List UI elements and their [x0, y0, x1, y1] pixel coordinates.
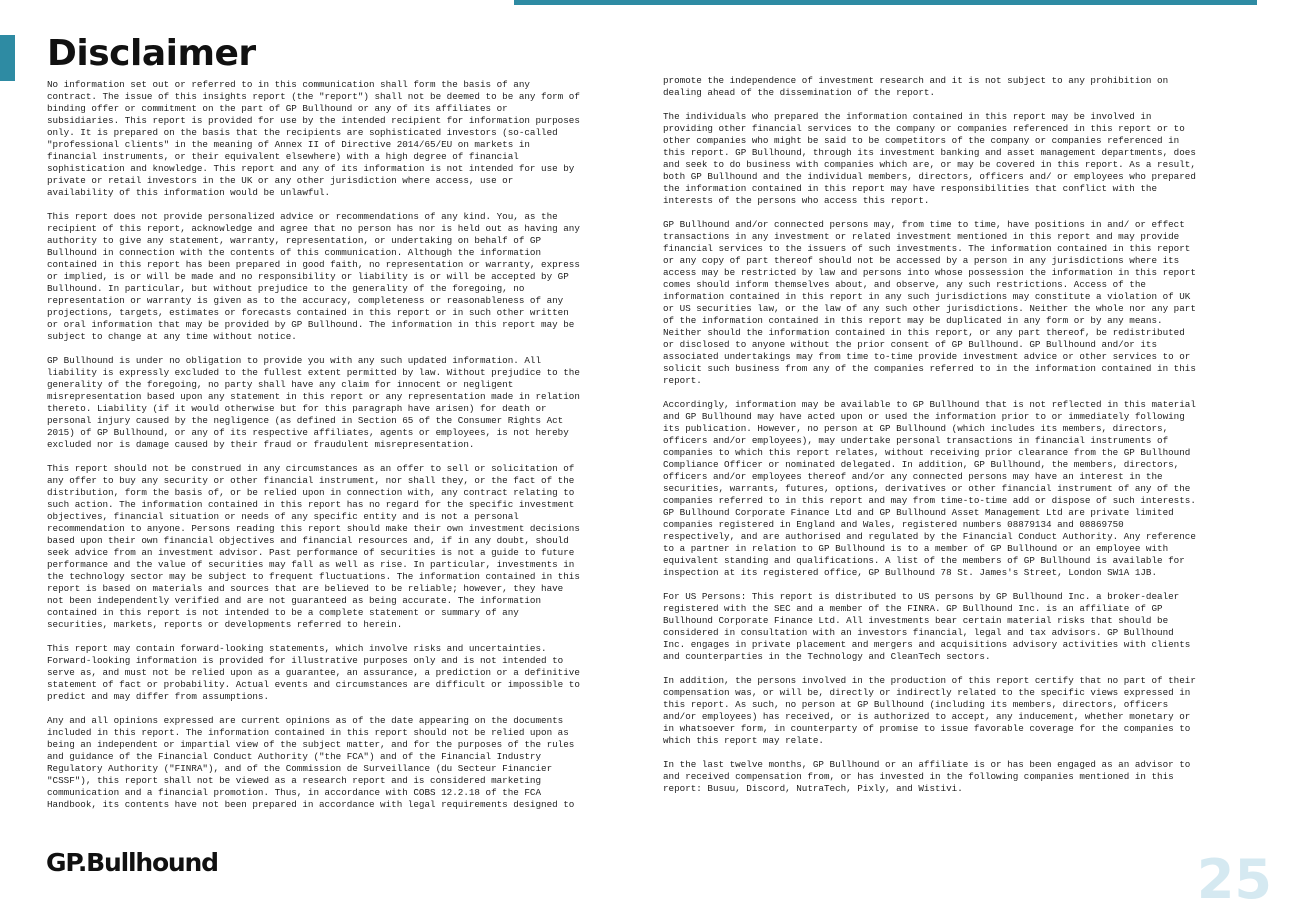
disclaimer-paragraph: No information set out or referred to in this communication shall form the basis of any contract. The issue of this insights report (the "report") shall not be deemed to be any form of binding offer or commitment on the part of GP Bullhound or any of its affiliates or subsidiaries. This report is provided for use by the intended recipient for information purposes only. It is prepared on the basis that the recipients are sophisticated investors (so-called "professional clients" in the meaning of Annex II of Directive 2014/65/EU on markets in financial instruments, or their equivalent elsewhere) with a high degree of financial sophistication and knowledge. This report and any of its information is not intended for use by private or retail investors in the UK or any other jurisdiction where access, use or availability of this information would be unlawful. — [47, 79, 580, 198]
disclaimer-paragraph: promote the independence of investment research and it is not subject to any prohibition on dealing ahead of the dissemination of the report. — [663, 75, 1169, 98]
disclaimer-paragraph: In the last twelve months, GP Bullhound or an affiliate is or has been engaged as an advisor to and received compensation from, or has invested in the following companies mentioned in this report: Busuu, Discord, NutraTech, Pixly, and Wistivi. — [663, 759, 1191, 794]
top-accent-bar — [514, 0, 1257, 5]
disclaimer-paragraph: This report does not provide personalized advice or recommendations of any kind. You, as the recipient of this report, acknowledge and agree that no person has nor is held out as having any authority to give any statement, warranty, representation, or undertaking on behalf of GP Bullhound in connection with the contents of this communication. Although the information contained in this report has been prepared in good faith, no representation or warranty, express or implied, is or will be made and no responsibility or liability is or will be accepted by GP Bullhound. In particular, but without prejudice to the generality of the foregoing, no representation or warranty is given as to the accuracy, completeness or reasonableness of any projections, targets, estimates or forecasts contained in this report or in such other written or oral information that may be provided by GP Bullhound. The information in this report may be subject to change at any time without notice. — [47, 211, 580, 342]
page-title: Disclaimer — [47, 33, 256, 74]
side-accent-tab — [0, 35, 15, 81]
company-logo: GP.Bullhound — [46, 848, 218, 877]
disclaimer-paragraph: GP Bullhound and/or connected persons may, from time to time, have positions in and/ or effect transactions in any investment or related investment mentioned in this report and may provide financial services to the issuers of such investments. The information contained in this report or any copy of part thereof should not be accessed by a person in any jurisdictions where its access may be restricted by law and persons into whose possession the information in this report comes should inform themselves about, and observe, any such restrictions. Access of the information contained in this report in any such jurisdictions may constitute a violation of UK or US securities law, or the law of any such other jurisdictions. Neither the whole nor any part of the information contained in this report may be duplicated in any form or by any means. Neither should the information contained in this report, or any part thereof, be redistributed or disclosed to anyone without the prior consent of GP Bullhound. GP Bullhound and/or its associated undertakings may from time to-time provide investment advice or other services to or solicit such business from any of the companies referred to in the information contained in this report. — [663, 219, 1196, 386]
disclaimer-paragraph: In addition, the persons involved in the production of this report certify that no part of their compensation was, or will be, directly or indirectly related to the specific views expressed in this report. As such, no person at GP Bullhound (including its members, directors, officers and/or employees) has received, or is authorized to accept, any inducement, whether monetary or in whatsoever form, in counterparty of promise to issue favorable coverage for the companies to which this report may relate. — [663, 675, 1196, 746]
disclaimer-paragraph: This report may contain forward-looking statements, which involve risks and uncertainties. Forward-looking information is provided for illustrative purposes only and is not intended to serve as, and must not be relied upon as a guarantee, an assurance, a prediction or a definitive statement of fact or probability. Actual events and circumstances are difficult or impossible to predict and may differ from assumptions. — [47, 643, 580, 702]
left-text-column — [47, 79, 630, 823]
disclaimer-paragraph: For US Persons: This report is distributed to US persons by GP Bullhound Inc. a broker-dealer registered with the SEC and a member of the FINRA. GP Bullhound Inc. is an affiliate of GP Bullhound Corporate Finance Ltd. All investments bear certain material risks that should be considered in consultation with an investors financial, legal and tax advisors. GP Bullhound Inc. engages in private placement and mergers and acquisitions advisory activities with clients and counterparties in the Technology and CleanTech sectors. — [663, 591, 1191, 662]
disclaimer-paragraph: Accordingly, information may be available to GP Bullhound that is not reflected in this material and GP Bullhound may have acted upon or used the information prior to or immediately following its publication. However, no person at GP Bullhound (which includes its members, directors, officers and/or employees), may undertake personal transactions in financial instruments of companies to which this report relates, without receiving prior clearance from the GP Bullhound Compliance Officer or nominated delegated. In addition, GP Bullhound, the members, directors, officers and/or employees thereof and/or any connected persons may have an interest in the securities, warrants, futures, options, derivatives or other financial instrument of any of the companies referred to in this report and may from time-to-time add or dispose of such interests. GP Bullhound Corporate Finance Ltd and GP Bullhound Asset Management Ltd are private limited companies registered in England and Wales, registered numbers 08879134 and 08869750 respectively, and are authorised and regulated by the Financial Conduct Authority. Any reference to a partner in relation to GP Bullhound is to a member of GP Bullhound or an employee with equivalent standing and qualifications. A list of the members of GP Bullhound is available for inspection at its registered office, GP Bullhound 78 St. James's Street, London SW1A 1JB. — [663, 399, 1196, 578]
page-number: 25 — [1196, 848, 1272, 911]
right-text-column — [663, 75, 1246, 807]
disclaimer-paragraph: The individuals who prepared the information contained in this report may be involved in providing other financial services to the company or companies referenced in this report or to other companies who might be said to be competitors of the company or companies referenced in this report. GP Bullhound, through its investment banking and asset management departments, does and seek to do business with companies which are, or may be covered in this report. As a result, both GP Bullhound and the individual members, directors, officers and/ or employees who prepared the information contained in this report may have responsibilities that conflict with the interests of the persons who access this report. — [663, 111, 1196, 206]
disclaimer-paragraph: Any and all opinions expressed are current opinions as of the date appearing on the documents included in this report. The information contained in this report should not be relied upon as being an independent or impartial view of the subject matter, and for the purposes of the rules and guidance of the Financial Conduct Authority ("the FCA") and of the Financial Industry Regulatory Authority ("FINRA"), and of the Commission de Surveillance (du Secteur Financier "CSSF"), this report shall not be viewed as a research report and is considered marketing communication and a financial promotion. Thus, in accordance with COBS 12.2.18 of the FCA Handbook, its contents have not been prepared in accordance with legal requirements designed to — [47, 715, 575, 810]
disclaimer-paragraph: This report should not be construed in any circumstances as an offer to sell or solicitation of any offer to buy any security or other financial instrument, nor shall they, or the fact of the distribution, form the basis of, or be relied upon in connection with, any contract relating to such action. The information contained in this report has no regard for the specific investment objectives, financial situation or needs of any specific entity and is not a personal recommendation to anyone. Persons reading this report should make their own investment decisions based upon their own financial objectives and financial resources and, if in any doubt, should seek advice from an investment advisor. Past performance of securities is not a guide to future performance and the value of securities may fall as well as rise. In particular, investments in the technology sector may be subject to frequent fluctuations. The information contained in this report is based on materials and sources that are believed to be reliable; however, they have not been independently verified and are not guaranteed as being accurate. The information contained in this report is not intended to be a complete statement or summary of any securities, markets, reports or developments referred to herein. — [47, 463, 580, 630]
disclaimer-paragraph: GP Bullhound is under no obligation to provide you with any such updated information. All liability is expressly excluded to the fullest extent permitted by law. Without prejudice to the generality of the foregoing, no party shall have any claim for innocent or negligent misrepresentation based upon any statement in this report or any representation made in relation thereto. Liability (if it would otherwise but for this paragraph have arisen) for death or personal injury caused by the negligence (as defined in Section 65 of the Consumer Rights Act 2015) of GP Bullhound, or any of its respective affiliates, agents or employees, is not hereby excluded nor is damage caused by their fraud or fraudulent misrepresentation. — [47, 355, 580, 450]
